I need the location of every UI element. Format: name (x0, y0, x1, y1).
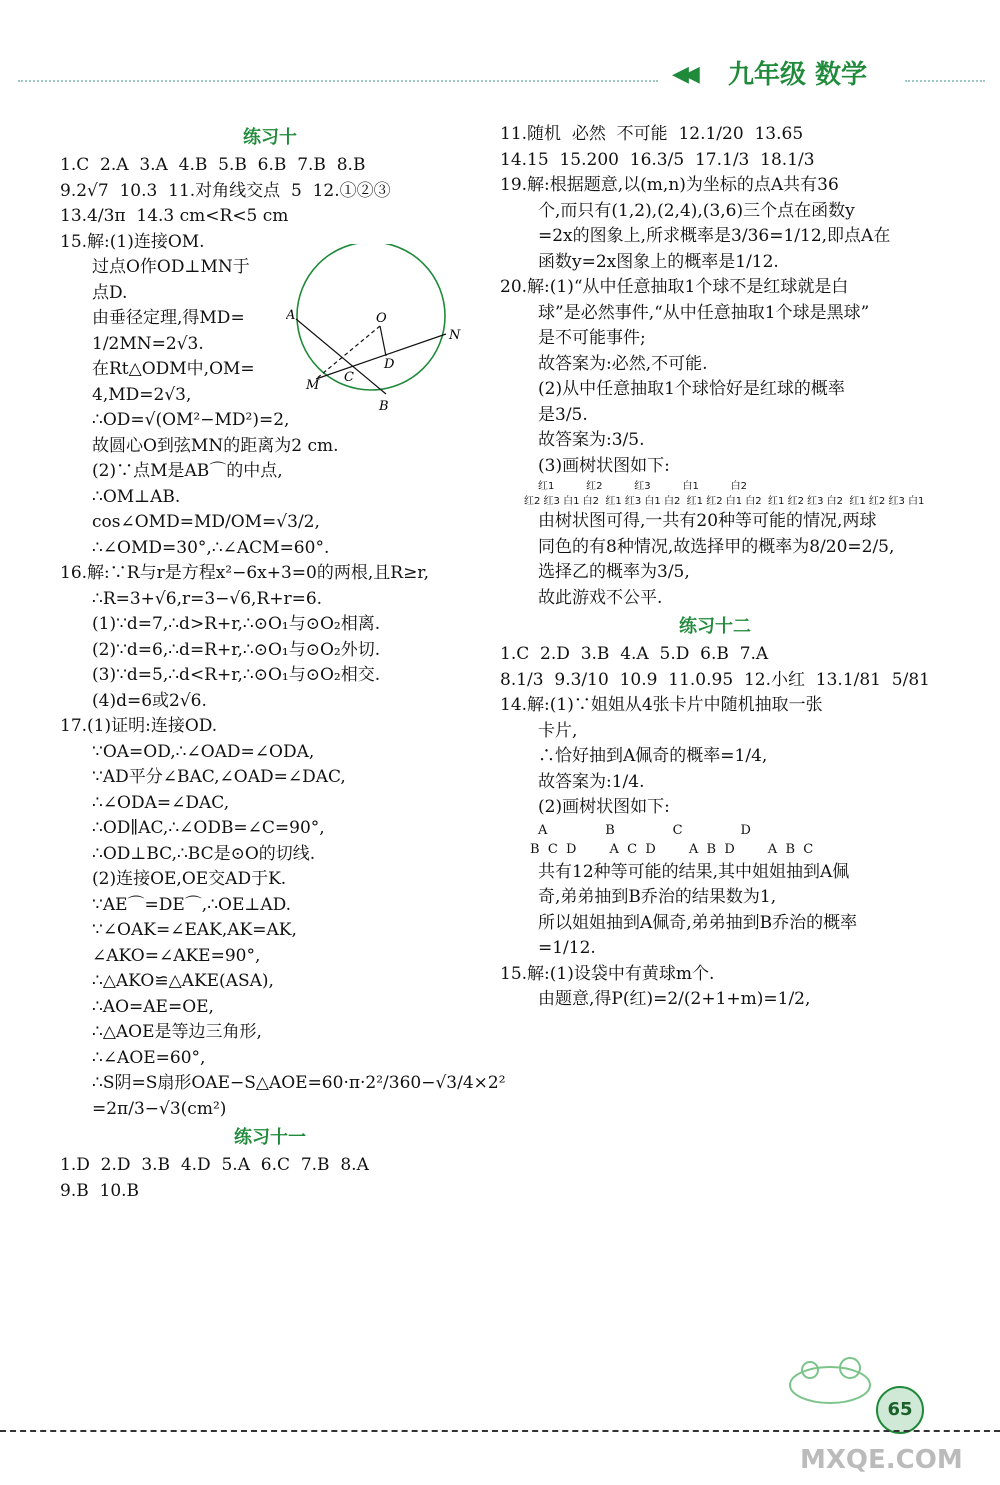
answer-line: 由题意,得P(红)=2/(2+1+m)=1/2, (538, 989, 811, 1009)
section-title-10: 练习十 (243, 127, 297, 148)
answer-line: 1.C 2.D 3.B 4.A 5.D 6.B 7.A (500, 644, 769, 664)
footer-dashed-line (0, 1430, 1000, 1432)
answer-line: 卡片, (538, 720, 578, 741)
answer-line: 9.2√7 10.3 11.对角线交点 5 12.①②③ (60, 180, 391, 201)
header-title: 九年级 数学 (728, 60, 868, 90)
answer-line: 14.15 15.200 16.3/5 17.1/3 18.1/3 (500, 149, 815, 170)
answer-line: (2)从中任意抽取1个球恰好是红球的概率 (538, 379, 845, 399)
answer-line: 选择乙的概率为3/5, (538, 562, 690, 582)
label-d: D (384, 357, 395, 372)
answer-line: ∴R=3+√6,r=3−√6,R+r=6. (92, 588, 323, 609)
answer-line: (3)∵d=5,∴d<R+r,∴⊙O₁与⊙O₂相交. (92, 665, 381, 685)
answer-line: 所以姐姐抽到A佩奇,弟弟抽到B乔治的概率 (538, 912, 858, 933)
right-column (500, 122, 930, 1013)
answer-line: 球”是必然事件,“从中任意抽取1个球是黑球” (538, 302, 870, 323)
answer-line: 是不可能事件; (538, 328, 646, 348)
answer-line: ∴∠OMD=30°,∴∠ACM=60°. (92, 537, 330, 558)
answer-line: (2)连接OE,OE交AD于K. (92, 869, 287, 889)
answer-line: 1/2MN=2√3. (92, 333, 204, 354)
watermark: MXQE.COM (800, 1445, 963, 1475)
answer-line: ∴OD⊥BC,∴BC是⊙O的切线. (92, 843, 316, 864)
answer-line: 故答案为:1/4. (538, 771, 645, 792)
header-arrows-icon: ◀◀ (672, 62, 694, 87)
answer-line: ∴∠ODA=∠DAC, (92, 792, 230, 813)
answer-line: 过点O作OD⊥MN于 (92, 257, 250, 277)
answer-line: ∴S阴=S扇形OAE−S△AOE=60·π·2²/360−√3/4×2² (92, 1073, 506, 1093)
answer-line: 14.解:(1)∵姐姐从4张卡片中随机抽取一张 (500, 695, 823, 715)
answer-line: 9.B 10.B (60, 1180, 140, 1201)
answer-line: ∴恰好抽到A佩奇的概率=1/4, (538, 746, 768, 766)
segment-od (380, 326, 386, 356)
answer-line: 1.C 2.A 3.A 4.B 5.B 6.B 7.B 8.B (60, 155, 366, 175)
label-b: B (379, 399, 389, 414)
answer-line: 故答案为:3/5. (538, 430, 645, 450)
answer-line: 故圆心O到弦MN的距离为2 cm. (92, 435, 339, 456)
answer-line: ∠AKO=∠AKE=90°, (92, 945, 261, 966)
answer-line: (4)d=6或2√6. (92, 690, 207, 711)
answer-line: ∴∠AOE=60°, (92, 1047, 206, 1068)
answer-line: ∴△AKO≌△AKE(ASA), (92, 971, 274, 991)
answer-line: 故答案为:必然,不可能. (538, 353, 708, 374)
label-c: C (344, 370, 354, 385)
answer-line: 8.1/3 9.3/10 10.9 11.0.95 12.小红 13.1/81 5/81 (500, 669, 930, 690)
chord-mn (316, 334, 446, 379)
label-n: N (449, 328, 461, 343)
label-m: M (306, 378, 320, 393)
page-number: 65 (876, 1386, 924, 1434)
answer-line: (3)画树状图如下: (538, 455, 670, 476)
tree-diagram-top: 红1 红2 红3 白1 白2 (538, 481, 747, 492)
answer-line: (2)∵d=6,∴d=R+r,∴⊙O₁与⊙O₂外切. (92, 639, 381, 660)
answer-line: 共有12种等可能的结果,其中姐姐抽到A佩 (538, 861, 850, 882)
answer-line: 1.D 2.D 3.B 4.D 5.A 6.C 7.B 8.A (60, 1155, 369, 1175)
section-title-11: 练习十一 (234, 1127, 306, 1148)
decorative-character-icon (780, 1340, 880, 1410)
answer-line: ∵AE⌒=DE⌒,∴OE⊥AD. (92, 894, 292, 915)
circle-geometry-figure (286, 244, 466, 414)
answer-line: ∴AO=AE=OE, (92, 996, 214, 1017)
answer-line: cos∠OMD=MD/OM=√3/2, (92, 512, 320, 532)
answer-line: 17.(1)证明:连接OD. (60, 716, 218, 736)
answer-line: (1)∵d=7,∴d>R+r,∴⊙O₁与⊙O₂相离. (92, 614, 381, 634)
answer-line: 是3/5. (538, 404, 588, 425)
answer-line: ∴OD=√(OM²−MD²)=2, (92, 410, 290, 430)
answer-line: 15.解:(1)设袋中有黄球m个. (500, 963, 715, 984)
answer-line: 4,MD=2√3, (92, 384, 192, 405)
answer-line: (2)画树状图如下: (538, 797, 670, 817)
answer-line: 由垂径定理,得MD= (92, 308, 245, 328)
answer-line: 故此游戏不公平. (538, 587, 663, 608)
answer-line: 19.解:根据题意,以(m,n)为坐标的点A共有36 (500, 175, 839, 195)
label-a: A (286, 308, 296, 323)
tree-diagram-top: A B C D (538, 822, 751, 838)
answer-line: 11.随机 必然 不可能 12.1/20 13.65 (500, 124, 804, 144)
answer-line: ∴△AOE是等边三角形, (92, 1022, 262, 1042)
answer-line: ∵∠OAK=∠EAK,AK=AK, (92, 920, 297, 940)
answer-line: ∵AD平分∠BAC,∠OAD=∠DAC, (92, 767, 346, 787)
answer-line: 函数y=2x图象上的概率是1/12. (538, 251, 779, 272)
answer-line: 20.解:(1)“从中任意抽取1个球不是红球就是白 (500, 277, 849, 297)
answer-line: 奇,弟弟抽到B乔治的结果数为1, (538, 887, 777, 907)
answer-line: 15.解:(1)连接OM. (60, 231, 205, 252)
answer-line: ∵OA=OD,∴∠OAD=∠ODA, (92, 741, 315, 762)
answer-line: =1/12. (538, 938, 596, 958)
tree-diagram-leaves: B C D A C D A B D A B C (530, 842, 814, 857)
answer-line: 个,而只有(1,2),(2,4),(3,6)三个点在函数y (538, 200, 855, 221)
answer-line: =2x的图象上,所求概率是3/36=1/12,即点A在 (538, 226, 891, 246)
answer-line: (2)∵点M是AB⌒的中点, (92, 461, 283, 481)
answer-line: 同色的有8种情况,故选择甲的概率为8/20=2/5, (538, 536, 895, 557)
answer-line: 13.4/3π 14.3 cm<R<5 cm (60, 206, 289, 226)
tree-diagram-leaves: 红2 红3 白1 白2 红1 红3 白1 白2 红1 红2 白1 白2 红1 红2 红3 白2 红1 红2 红3 白1 (524, 496, 925, 507)
header-dotted-line (18, 80, 658, 82)
answer-line: 在Rt△ODM中,OM= (92, 359, 255, 379)
circle (297, 244, 445, 390)
header-dotted-line-right (905, 80, 985, 82)
answer-line: ∴OM⊥AB. (92, 486, 181, 507)
label-o: O (376, 311, 387, 326)
section-title-12: 练习十二 (679, 616, 751, 637)
answer-line: 由树状图可得,一共有20种等可能的情况,两球 (538, 511, 877, 531)
answer-line: 16.解:∵R与r是方程x²−6x+3=0的两根,且R≥r, (60, 563, 429, 583)
answer-line: ∴OD∥AC,∴∠ODB=∠C=90°, (92, 818, 325, 838)
answer-line: =2π/3−√3(cm²) (92, 1098, 227, 1119)
answer-line: 点D. (92, 282, 128, 303)
